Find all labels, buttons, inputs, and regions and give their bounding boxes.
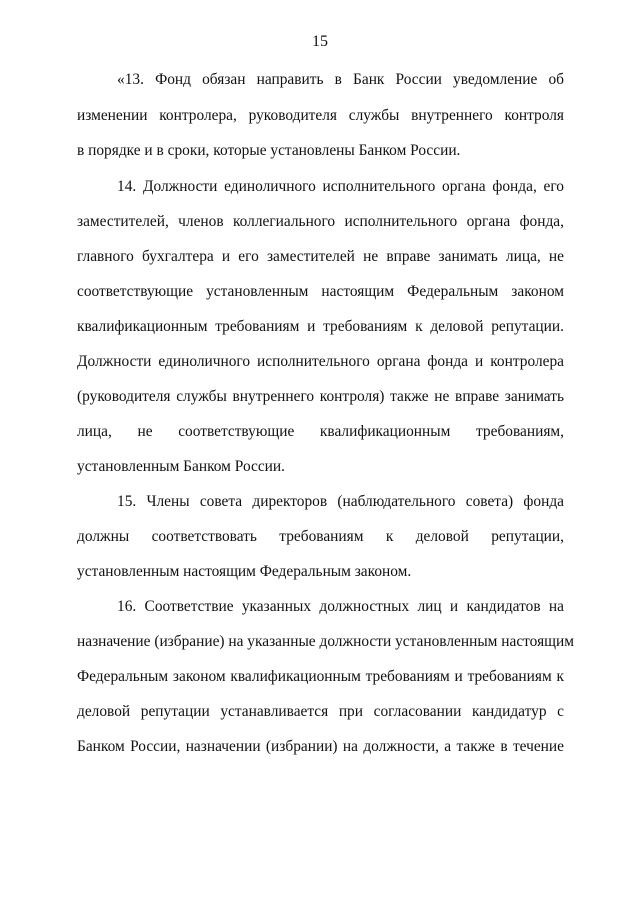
text-line: Федеральным законом квалификационным требованиям и требованиям к <box>77 668 564 685</box>
text-line: изменении контролера, руководителя службы внутреннего контроля <box>77 107 564 124</box>
page-number: 15 <box>312 33 328 50</box>
text-line: Банком России, назначении (избрании) на должности, а также в течение <box>77 738 564 755</box>
text-line: установленным настоящим Федеральным законом. <box>77 563 412 580</box>
text-line: 15. Члены совета директоров (наблюдательного совета) фонда <box>117 493 564 510</box>
text-line: «13. Фонд обязан направить в Банк России уведомление об <box>117 71 564 88</box>
text-line: Должности единоличного исполнительного органа фонда и контролера <box>77 353 564 370</box>
text-line: назначение (избрание) на указанные должности установленным настоящим <box>77 633 574 650</box>
text-line: деловой репутации устанавливается при согласовании кандидатур с <box>77 703 564 720</box>
text-line: 16. Соответствие указанных должностных лиц и кандидатов на <box>117 598 564 615</box>
text-line: соответствующие установленным настоящим Федеральным законом <box>77 283 564 300</box>
text-line: должны соответствовать требованиям к деловой репутации, <box>77 528 564 545</box>
text-line: главного бухгалтера и его заместителей не вправе занимать лица, не <box>77 248 564 265</box>
text-line: 14. Должности единоличного исполнительного органа фонда, его <box>117 178 564 195</box>
text-line: установленным Банком России. <box>77 458 286 475</box>
text-line: (руководителя службы внутреннего контроля) также не вправе занимать <box>77 388 564 405</box>
text-line: лица, не соответствующие квалификационным требованиям, <box>77 423 564 440</box>
text-line: в порядке и в сроки, которые установлены Банком России. <box>77 142 461 159</box>
text-line: заместителей, членов коллегиального исполнительного органа фонда, <box>77 213 564 230</box>
text-line: квалификационным требованиям и требованиям к деловой репутации. <box>77 318 564 335</box>
